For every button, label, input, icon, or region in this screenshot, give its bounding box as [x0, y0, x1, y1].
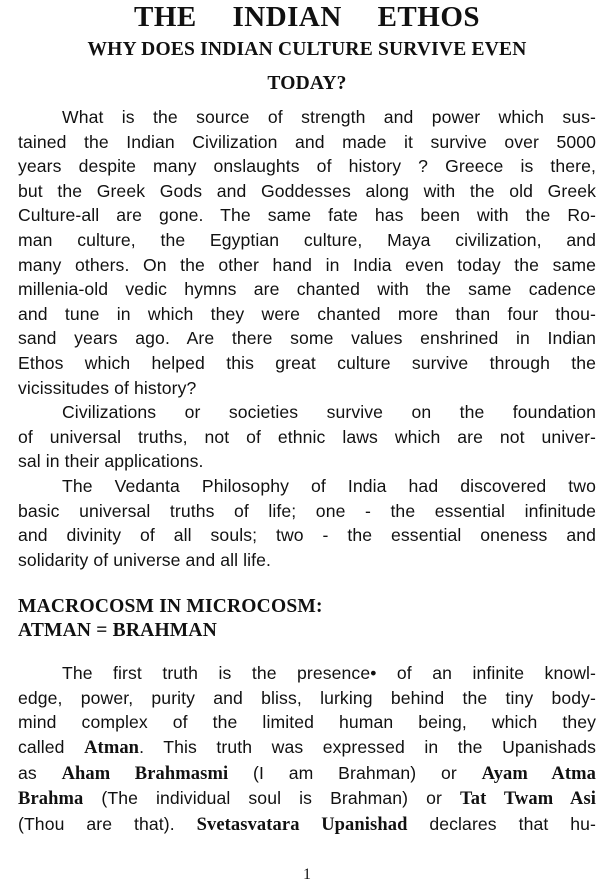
page-title: THE INDIAN ETHOS: [133, 1, 480, 33]
text-line: of universal truths, not of ethnic laws which are not univer-: [18, 426, 596, 447]
text-span: declares that hu-: [407, 813, 596, 834]
term-tat-twam-asi: Tat Twam Asi: [460, 789, 596, 810]
term-svetasvatara-upanishad: Svetasvatara Upanishad: [196, 814, 408, 835]
text-line: tained the Indian Civilization and made it survive over 5000: [18, 131, 596, 152]
text-line: sal in their applications.: [18, 451, 204, 472]
text-span: (I am Brahman) or: [228, 762, 482, 783]
text-line: Ethos which helped this great culture survive through the: [18, 352, 596, 373]
term-aham-brahmasmi: Aham Brahmasmi: [61, 763, 229, 784]
section-heading: [18, 595, 596, 643]
paragraph-4: [18, 661, 596, 837]
text-line: The Vedanta Philosophy of India had discovered two: [62, 475, 596, 496]
text-line: but the Greek Gods and Goddesses along with the old Greek: [18, 180, 596, 201]
text-line: The first truth is the presence• of an infinite knowl-: [62, 663, 596, 684]
text-line: [18, 786, 596, 812]
text-line: many others. On the other hand in India even today the same: [18, 254, 596, 275]
text-line: man culture, the Egyptian culture, Maya civilization, and: [18, 229, 596, 250]
text-span: called: [18, 737, 85, 758]
section-heading-line-1: MACROCOSM IN MICROCOSM:: [18, 596, 323, 618]
text-line: mind complex of the limited human being, which they: [18, 712, 596, 733]
text-span: . This truth was expressed in the Upanishads: [139, 737, 596, 758]
text-line: [18, 735, 596, 761]
text-line: basic universal truths of life; one - the essential infinitude: [18, 500, 596, 521]
text-line: [18, 812, 596, 838]
page-number: 1: [303, 866, 311, 883]
text-line: vicissitudes of history?: [18, 377, 197, 398]
section-heading-line-2: ATMAN = BRAHMAN: [18, 620, 217, 642]
chapter-subtitle-line-2: TODAY?: [267, 73, 347, 94]
text-line: years despite many onslaughts of history ? Greece is there,: [18, 156, 596, 177]
term-brahma: Brahma: [18, 789, 84, 810]
paragraph-2: [18, 400, 596, 474]
paragraph-3: [18, 474, 596, 572]
text-line: edge, power, purity and bliss, lurking behind the tiny body-: [18, 687, 596, 708]
text-line: and tune in which they were chanted more than four thou-: [18, 303, 596, 324]
text-span: (Thou are that).: [18, 813, 197, 834]
text-line: Civilizations or societies survive on the foundation: [62, 402, 596, 423]
term-atman: Atman: [84, 738, 140, 759]
chapter-subtitle-line-1: WHY DOES INDIAN CULTURE SURVIVE EVEN: [87, 39, 527, 60]
text-line: What is the source of strength and power which sus-: [62, 107, 596, 127]
text-line: millenia-old vedic hymns are chanted with the same cadence: [18, 279, 596, 300]
text-line: sand years ago. Are there some values enshrined in Indian: [18, 328, 596, 349]
text-line: and divinity of all souls; two - the essential oneness and: [18, 525, 596, 546]
text-line: [18, 761, 596, 787]
term-ayam-atma: Ayam Atma: [481, 763, 597, 784]
text-span: (The individual soul is Brahman) or: [83, 788, 461, 809]
document-page: [18, 0, 596, 892]
paragraph-1: [18, 105, 596, 400]
text-span: as: [18, 762, 62, 783]
text-line: Culture-all are gone. The same fate has been with the Ro-: [18, 205, 596, 226]
text-line: solidarity of universe and all life.: [18, 549, 271, 570]
